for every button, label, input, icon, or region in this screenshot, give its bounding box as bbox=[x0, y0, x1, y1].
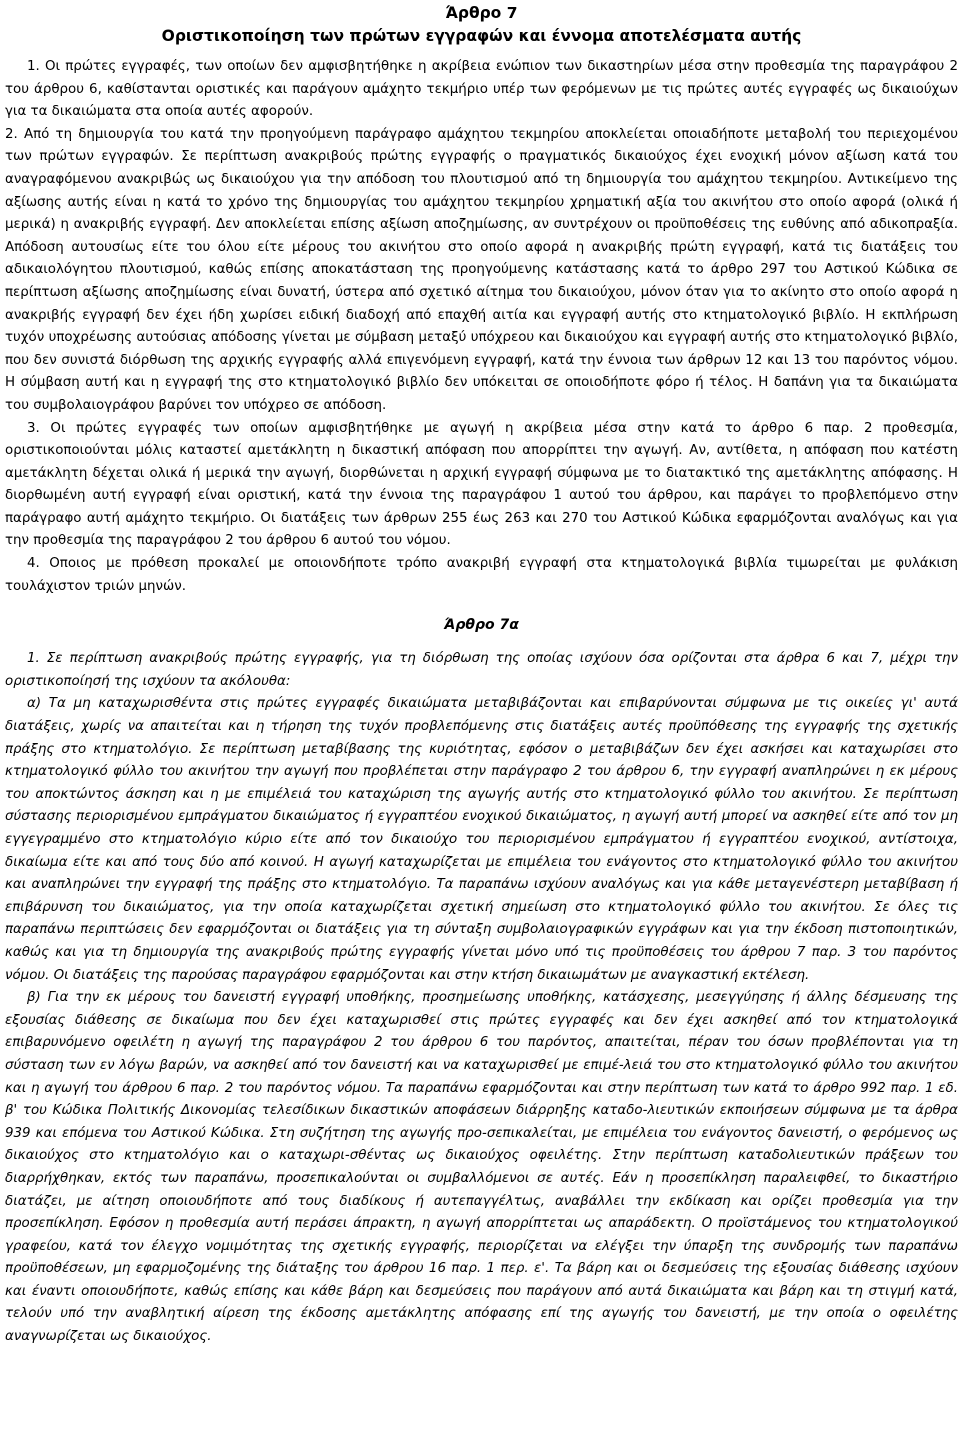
article-7a-heading: Άρθρο 7α bbox=[444, 617, 519, 634]
article-7-heading: Άρθρο 7 bbox=[445, 4, 518, 22]
article-7-title-block bbox=[5, 2, 958, 48]
article-7-paragraph-1: 1. Οι πρώτες εγγραφές, των οποίων δεν αμφισβητήθηκε η ακρίβεια ενώπιον των δικαστηρίων μέσα στην προθεσμία της παραγράφου 2 του άρθρου 6, καθίστανται οριστικές και παράγουν αμάχητο τεκμήριο υπέρ των φερόμενων με τις πρώτες αυτές εγγραφές ως δικαιούχων για τα δικαιώματα στα οποία αυτές αφορούν. bbox=[5, 59, 958, 120]
article-7a-paragraph-a: α) Τα μη καταχωρισθέντα στις πρώτες εγγραφές δικαιώματα μεταβιβάζονται και επιβαρύνονται σύμφωνα με τις οικείες γι' αυτά διατάξεις, χωρίς να απαιτείται και η τήρηση της τυχόν προβλεπόμενης στις διατάξεις αυτές προϋπόθεσης της εγγραφής της σχετικής πράξης στο κτηματολόγιο. Σε περίπτωση μεταβίβασης της κυριότητας, εφόσον ο μεταβιβάζων δεν έχει ασκήσει και καταχωρίσει στο κτηματολογικό φύλλο του ακινήτου την αγωγή που προβλέπεται στην παράγραφο 2 του άρθρου 6, την εγγραφή αναπληρώνει η εκ μέρους του αποκτώντος άσκηση και η με επιμέλειά του καταχώριση της αγωγής αυτής στο κτηματολογικό φύλλο του ακινήτου. Σε περίπτωση σύστασης περιορισμένου εμπράγματου δικαιώματος ή εγγραπτέου ενοχικού δικαιώματος, η αγωγή αυτή μπορεί να ασκηθεί είτε από τον μη εγγεγραμμένο στο κτηματολόγιο κύριο είτε από τον δικαιούχο του περιορισμένου εμπράγματου ή εγγραπτέου ενοχικού, αντίστοιχα, δικαίωμα είτε και από τους δύο από κοινού. Η αγωγή καταχωρίζεται με επιμέλεια του ενάγοντος στο κτηματολογικό φύλλο του ακινήτου και αναπληρώνει την εγγραφή της πράξης στο κτηματολόγιο. Τα παραπάνω ισχύουν αναλόγως και για κάθε μεταγενέστερη μεταβίβαση ή επιβάρυνση του δικαιώματος, για την οποία καταχωρίζεται σχετική σημείωση στο κτηματολογικό φύλλο του ακινήτου. Σε όλες τις παραπάνω περιπτώσεις δεν εφαρμόζονται οι διατάξεις για τη σύνταξη συμβολαιογραφικών εγγράφων και για την έκδοση πιστοποιητικών, καθώς και για τη δημιουργία της ανακριβούς πρώτης εγγραφής γίνεται μόνο υπό τις προϋποθέσεις του άρθρου 7 παρ. 3 του παρόντος νόμου. Οι διατάξεις της παρούσας παραγράφου εφαρμόζονται και στην κτήση δικαιωμάτων με αναγκαστική εκτέλεση. bbox=[5, 696, 958, 983]
article-7-paragraph-3: 3. Οι πρώτες εγγραφές των οποίων αμφισβητήθηκε με αγωγή η ακρίβεια μέσα στην κατά το άρθρο 6 παρ. 2 προθεσμία, οριστικοποιούνται μόλις καταστεί αμετάκλητη η δικαστική απόφαση που απορρίπτει την αγωγή. Αν, αντίθετα, η απόφαση που κατέστη αμετάκλητη δέχεται ολικά ή μερικά την αγωγή, διορθώνεται η αρχική εγγραφή σύμφωνα με το διατακτικό της αμετάκλητης απόφασης. Η διορθωμένη αυτή εγγραφή είναι οριστική, κατά την έννοια της παραγράφου 1 αυτού του άρθρου, και παράγει το προβλεπόμενο στην παράγραφο αυτή αμάχητο τεκμήριο. Οι διατάξεις των άρθρων 255 έως 263 και 270 του Αστικού Κώδικα εφαρμόζονται αναλόγως και για την προθεσμία της παραγράφου 2 του άρθρου 6 αυτού του νόμου. bbox=[5, 420, 958, 549]
article-7a-paragraph-b: β) Για την εκ μέρους του δανειστή εγγραφή υποθήκης, προσημείωσης υποθήκης, κατάσχεσης, μεσεγγύησης ή άλλης δέσμευσης της εξουσίας διάθεσης σε δικαίωμα που δεν έχει καταχωρισθεί στις πρώτες εγγραφές και δεν έχει ασκηθεί από τον κτηματολογικά επιβαρυνόμενο οφειλέτη η αγωγή της παραγράφου 2 του άρθρου 6 του παρόντος, απαιτείται, πέραν του όσων προβλέπονται για τη σύσταση των εν λόγω βαρών, να ασκηθεί από τον δανειστή και να καταχωρισθεί με επιμέ-λειά του στο κτηματολογικό φύλλο του ακινήτου και η αγωγή του άρθρου 6 παρ. 2 του παρόντος νόμου. Τα παραπάνω εφαρμόζονται και στην περίπτωση των κατά το άρθρο 992 παρ. 1 εδ. β' του Κώδικα Πολιτικής Δικονομίας τελεσίδικων δικαστικών αποφάσεων διάρρηξης καταδο-λιευτικών εκποιήσεων σύμφωνα με τα άρθρα 939 και επόμενα του Αστικού Κώδικα. Στη συζήτηση της αγωγής προ-σεπικαλείται, με επιμέλεια του ενάγοντος δανειστή, ο φερόμενος ως δικαιούχος στο κτηματολόγιο και ο καταχωρι-σθέντας ως δικαιούχος οφειλέτης. Στην περίπτωση καταδολιευτικών πράξεων του διαρρήχθηκαν, εκτός των παραπάνω, προσεπικαλούνται οι συμβαλλόμενοι σε αυτές. Εάν η προσεπίκληση παραλειφθεί, το δικαστήριο διατάζει, με αίτηση οποιουδήποτε από τους διαδίκους ή αυτεπαγγέλτως, αναβάλλει την εκδίκαση και ορίζει προθεσμία για την προσεπίκληση. Εφόσον η προθεσμία αυτή περάσει άπρακτη, η αγωγή απορρίπτεται ως απαράδεκτη. Ο προϊστάμενος του κτηματολογικού γραφείου, κατά τον έλεγχο νομιμότητας της σχετικής εγγραφής, περιορίζεται να ελέγξει την ύπαρξη της συνδρομής των παραπάνω προϋποθέσεων, μη εφαρμοζομένης της διάταξης του άρθρου 16 παρ. 1 περ. ε'. Τα βάρη και οι δεσμεύσεις της εξουσίας διάθεσης ισχύουν και έναντι οποιουδήποτε, καθώς επίσης και κάθε βάρη και δεσμεύσεις που παράγουν από αυτά δικαιώματα και βάρη και τη στιγμή κατά, τελούν υπό την αναβλητική αίρεση της έκδοσης αμετάκλητης απόφασης επί της αγωγής του δανειστή, με την οποία ο οφειλέτης αναγνωρίζεται ως δικαιούχος. bbox=[5, 990, 958, 1345]
article-7-paragraph-4: 4. Οποιος με πρόθεση προκαλεί με οποιονδήποτε τρόπο ανακριβή εγγραφή στα κτηματολογικά βιβλία τιμωρείται με φυλάκιση τουλάχιστον τριών μηνών. bbox=[5, 556, 958, 594]
article-7-subtitle: Οριστικοποίηση των πρώτων εγγραφών και έννομα αποτελέσματα αυτής bbox=[161, 27, 802, 45]
article-7a-paragraph-1: 1. Σε περίπτωση ανακριβούς πρώτης εγγραφής, για τη διόρθωση της οποίας ισχύουν όσα ορίζονται στα άρθρα 6 και 7, μέχρι την οριστικοποίησή της ισχύουν τα ακόλουθα: bbox=[5, 651, 958, 689]
article-7-paragraph-2: 2. Από τη δημιουργία του κατά την προηγούμενη παράγραφο αμάχητου τεκμηρίου αποκλείεται οποιαδήποτε μεταβολή του περιεχομένου των πρώτων εγγραφών. Σε περίπτωση ανακριβούς πρώτης εγγραφής ο πραγματικός δικαιούχος έχει ενοχική μόνον αξίωση κατά του αναγραφόμενου ανακριβώς ως δικαιούχου για την απόδοση του πλουτισμού από τη δημιουργία του αμάχητου τεκμηρίου. Αντικείμενο της αξίωσης αυτής είναι η κατά το χρόνο της δημιουργίας του αμάχητου τεκμηρίου χρηματική αξία του ακινήτου στο οποίο αφορά (ολικά ή μερικά) η ανακριβής εγγραφή. Δεν αποκλείεται επίσης αξίωση αποζημίωσης, αν συντρέχουν οι προϋποθέσεις της ευθύνης από αδικοπραξία. Απόδοση αυτουσίως είτε του όλου είτε μέρους του ακινήτου στο οποίο αφορά η ανακριβής πρώτη εγγραφή, κατά τις διατάξεις του αδικαιολόγητου πλουτισμού, καθώς επίσης αποκατάσταση της προηγούμενης κατάστασης κατά το άρθρο 297 του Αστικού Κώδικα σε περίπτωση αξίωσης αποζημίωσης είναι δυνατή, ύστερα από σχετικό αίτημα του δικαιούχου, μόνον όταν για το ακίνητο στο οποίο αφορά η ανακριβής εγγραφή δεν έχει ήδη χωρίσει ειδική διαδοχή από επαχθή αιτία και εγγραφή αυτής στο κτηματολογικό βιβλίο. Η εκπλήρωση τυχόν υποχρέωσης αυτούσιας απόδοσης γίνεται με σύμβαση μεταξύ υπόχρεου και δικαιούχου και εγγραφή αυτής στο κτηματολογικό βιβλίο, που δεν συνιστά διόρθωση της αρχικής εγγραφής αλλά επιγενόμενη εγγραφή, κατά την έννοια των άρθρων 12 και 13 του παρόντος νόμου. Η σύμβαση αυτή και η εγγραφή της στο κτηματολογικό βιβλίο δεν υπόκειται σε οποιοδήποτε φόρο ή τέλος. Η δαπάνη για τα δικαιώματα του συμβολαιογράφου βαρύνει τον υπόχρεο σε απόδοση. bbox=[5, 126, 958, 413]
